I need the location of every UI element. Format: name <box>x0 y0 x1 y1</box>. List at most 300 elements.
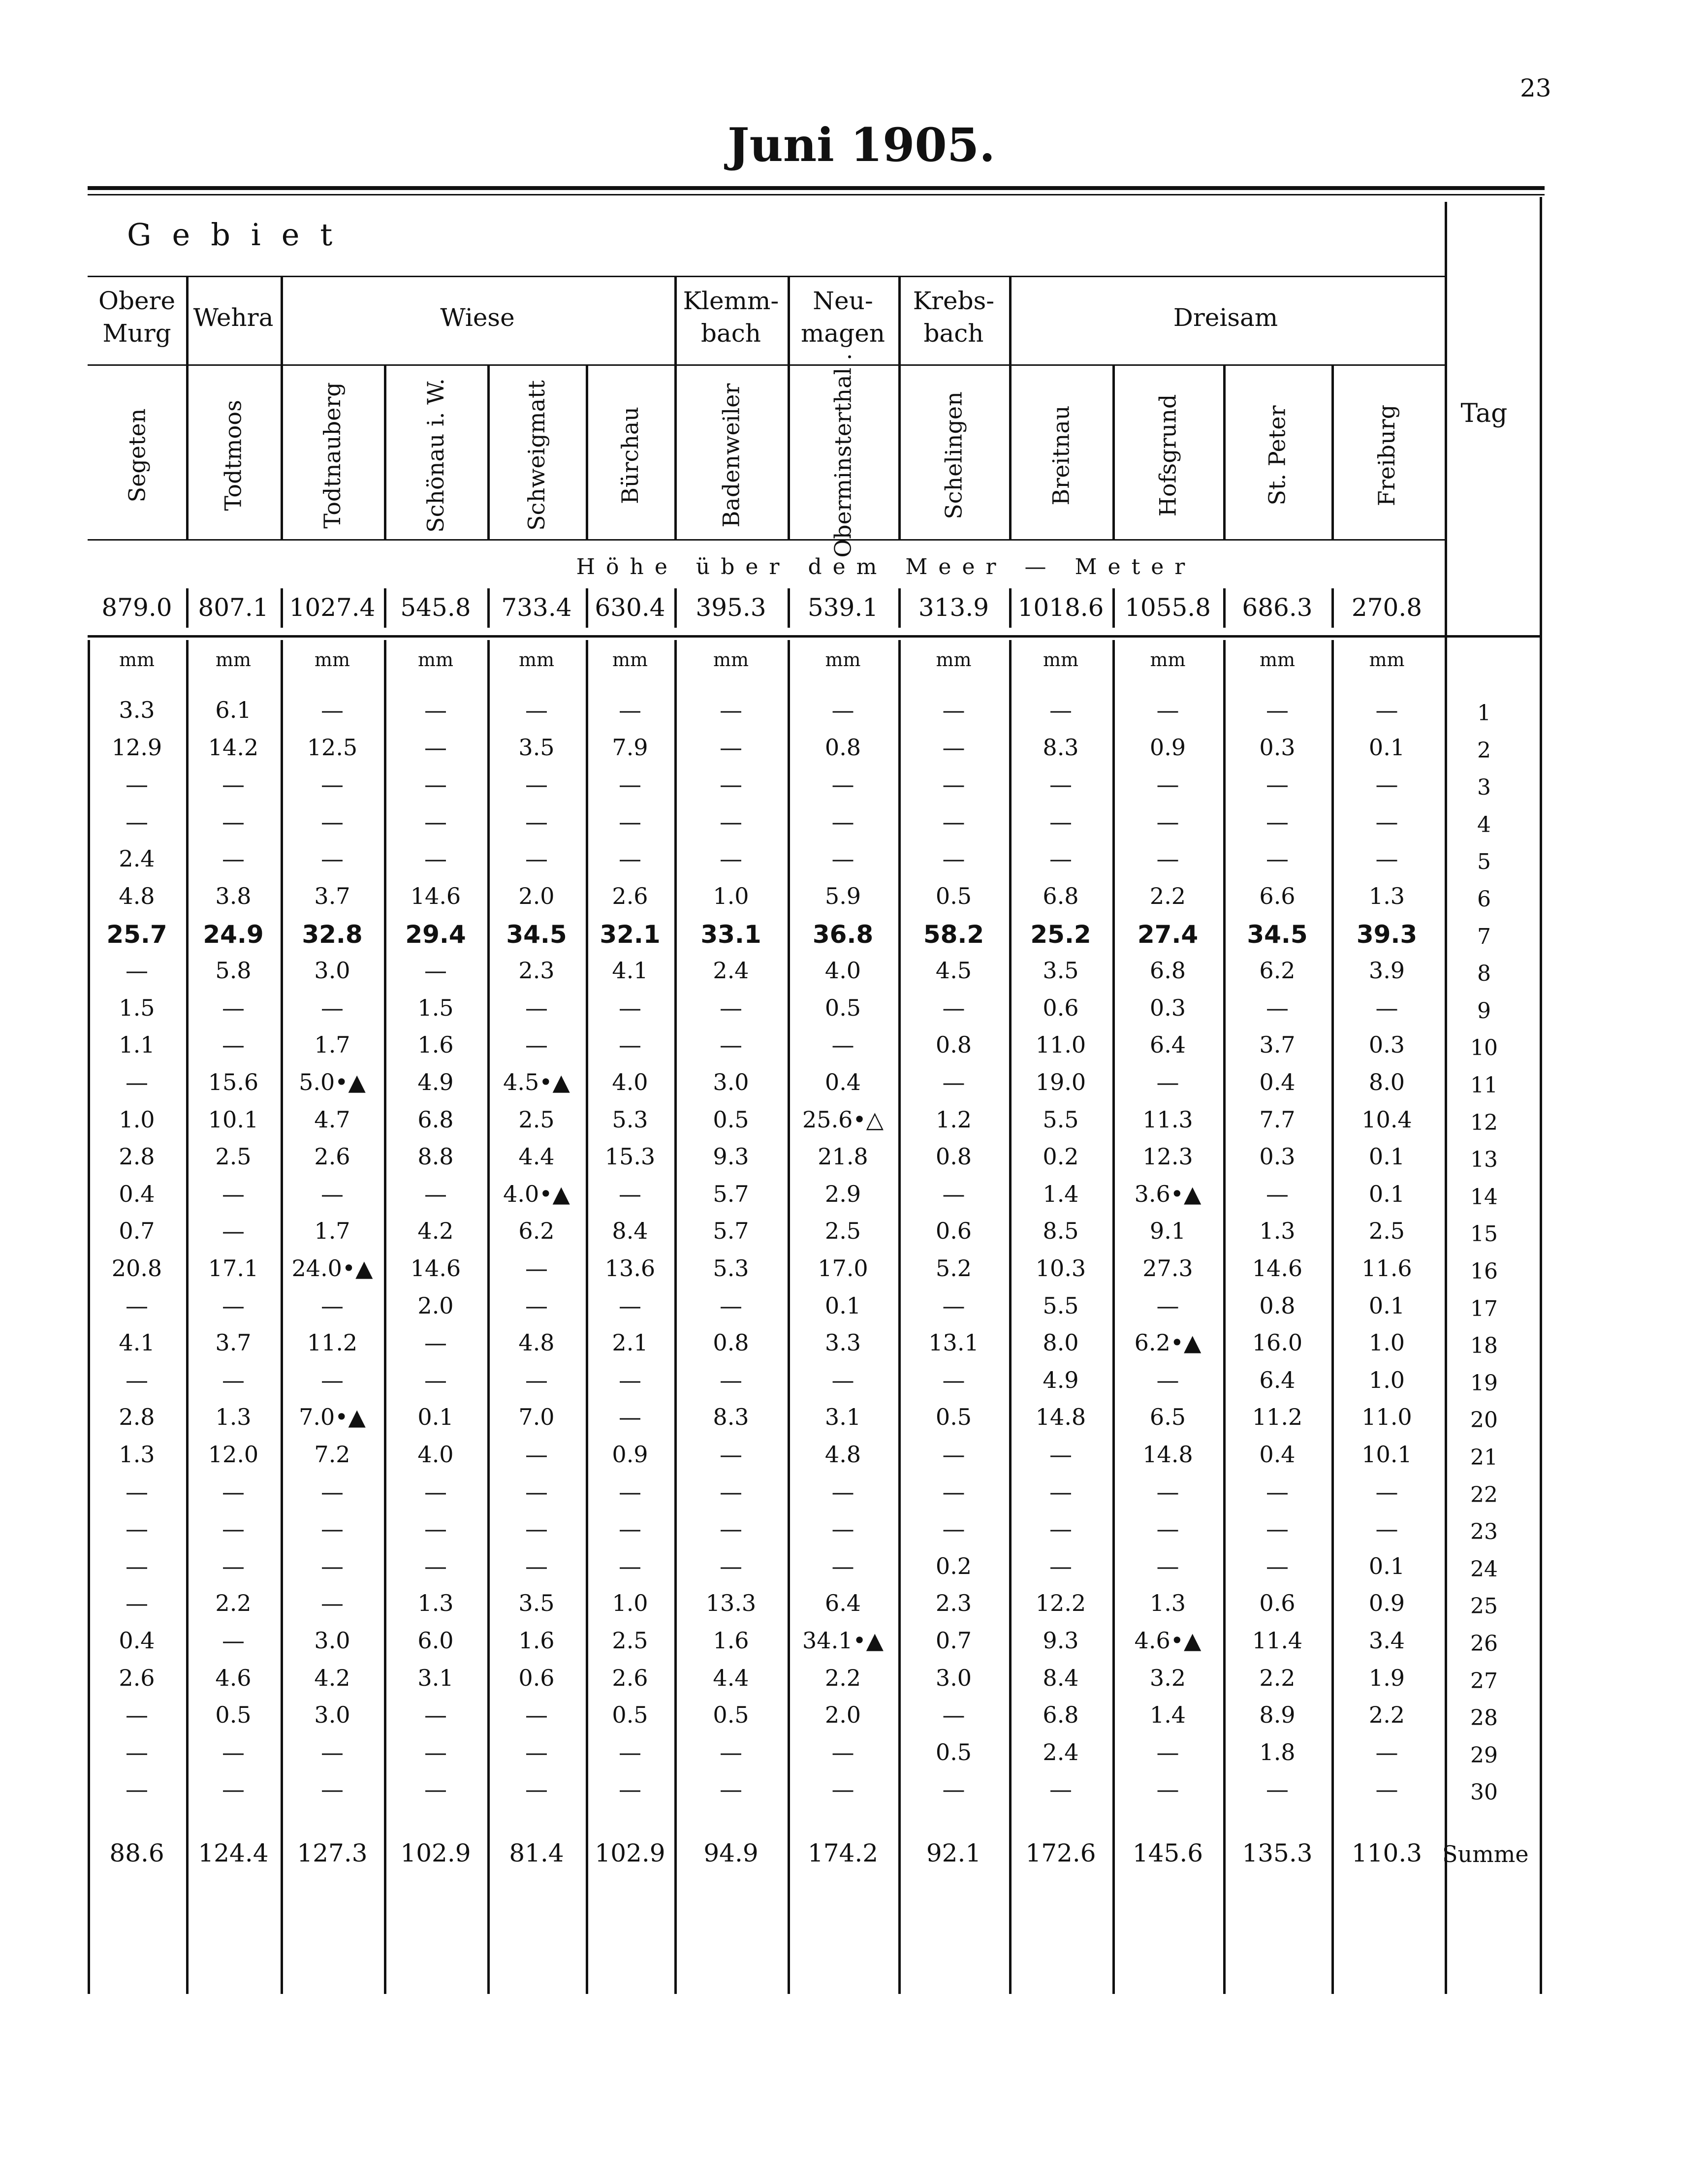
table-cell: 4.2 <box>314 1665 350 1691</box>
table-cell: 20.8 <box>111 1255 162 1282</box>
station-name: Breitnau <box>1047 405 1074 506</box>
table-cell: — <box>424 1776 447 1802</box>
table-cell: — <box>222 1292 245 1319</box>
day-number: 19 <box>1470 1371 1498 1396</box>
station-name: Oberminsterthal . <box>829 353 856 558</box>
table-cell: — <box>1375 995 1398 1021</box>
unit-label: mm <box>612 649 648 671</box>
table-cell: 2.2 <box>1368 1701 1405 1728</box>
table-cell: 17.0 <box>818 1255 868 1282</box>
table-cell: 36.8 <box>812 920 874 949</box>
table-cell: 17.1 <box>208 1255 259 1282</box>
table-cell: — <box>720 808 742 835</box>
table-cell: 13.6 <box>604 1255 656 1282</box>
table-cell: — <box>222 808 245 835</box>
table-cell: 2.2 <box>1259 1665 1296 1691</box>
table-cell: 3.7 <box>215 1329 252 1356</box>
group-divider-rule <box>788 276 790 364</box>
altitude-value: 545.8 <box>400 593 471 622</box>
table-cell: — <box>1049 1441 1072 1468</box>
table-cell: — <box>424 697 447 723</box>
unit-label: mm <box>417 649 454 671</box>
table-cell: 6.8 <box>1149 957 1186 984</box>
table-cell: 8.9 <box>1259 1701 1296 1728</box>
table-cell: 2.4 <box>713 957 749 984</box>
total-value: 124.4 <box>198 1839 269 1867</box>
group-label-line: bach <box>700 319 761 348</box>
table-cell: 2.3 <box>935 1590 972 1616</box>
table-cell: — <box>525 697 548 723</box>
table-cell: — <box>126 1367 148 1393</box>
station-divider-rule <box>1223 364 1226 539</box>
day-number: 18 <box>1470 1333 1498 1358</box>
day-number: 2 <box>1477 738 1491 763</box>
unit-label: mm <box>936 649 972 671</box>
table-cell: 32.8 <box>302 920 363 949</box>
table-cell: — <box>1156 1739 1179 1766</box>
table-cell: — <box>424 1701 447 1728</box>
table-cell: 34.5 <box>1247 920 1308 949</box>
table-cell: 6.6 <box>1259 883 1296 909</box>
table-cell: 4.0 <box>612 1069 648 1095</box>
table-cell: 0.9 <box>612 1441 648 1468</box>
table-cell: 0.3 <box>1259 1143 1296 1170</box>
table-cell: 1.5 <box>119 995 155 1021</box>
table-cell: 1.0 <box>1368 1329 1405 1356</box>
table-cell: 27.4 <box>1137 920 1199 949</box>
table-cell: — <box>126 771 148 798</box>
table-cell: — <box>1156 771 1179 798</box>
table-cell: 0.1 <box>1368 1553 1405 1579</box>
table-cell: — <box>321 1776 344 1802</box>
table-cell: — <box>1266 771 1289 798</box>
table-cell: — <box>525 1776 548 1802</box>
table-cell: — <box>525 1441 548 1468</box>
table-cell: — <box>831 1478 854 1505</box>
table-cell: — <box>619 1404 641 1430</box>
table-cell: 3.7 <box>1259 1031 1296 1058</box>
table-cell: 10.1 <box>208 1106 259 1133</box>
day-number: 9 <box>1477 998 1491 1024</box>
total-value: 88.6 <box>109 1839 164 1867</box>
day-number: 28 <box>1470 1705 1498 1731</box>
table-cell: 0.5 <box>612 1701 648 1728</box>
table-cell: 1.5 <box>417 995 454 1021</box>
table-cell: — <box>720 1441 742 1468</box>
table-cell: — <box>1156 1292 1179 1319</box>
table-cell: 5.9 <box>824 883 861 909</box>
table-cell: 2.0 <box>417 1292 454 1319</box>
table-cell: 2.2 <box>215 1590 252 1616</box>
station-header <box>1009 374 1112 537</box>
altitude-value: 313.9 <box>918 593 989 622</box>
day-number: 30 <box>1470 1780 1498 1805</box>
table-cell: — <box>1049 1478 1072 1505</box>
table-cell: 12.0 <box>208 1441 259 1468</box>
group-label-line: Neu- <box>813 287 873 315</box>
altitude-value: 270.8 <box>1351 593 1423 622</box>
group-label-line: magen <box>800 319 886 348</box>
table-cell: 8.0 <box>1043 1329 1079 1356</box>
unit-label: mm <box>1369 649 1405 671</box>
table-cell: 1.7 <box>314 1218 350 1244</box>
table-cell: 2.5 <box>518 1106 555 1133</box>
table-cell: 2.6 <box>612 1665 648 1691</box>
table-cell: — <box>1375 808 1398 835</box>
table-cell: — <box>942 1776 965 1802</box>
table-cell: — <box>424 1367 447 1393</box>
table-cell: — <box>619 995 641 1021</box>
group-header <box>1009 301 1442 334</box>
table-cell: 3.0 <box>314 1627 350 1654</box>
table-cell: 2.8 <box>119 1143 155 1170</box>
group-label-line: Wiese <box>440 303 515 332</box>
day-number: 24 <box>1470 1557 1498 1582</box>
table-cell: 1.7 <box>314 1031 350 1058</box>
table-cell: — <box>831 845 854 872</box>
page-title: Juni 1905. <box>727 118 995 172</box>
table-cell: — <box>942 1181 965 1207</box>
table-cell: 5.7 <box>713 1181 749 1207</box>
table-cell: — <box>525 1553 548 1579</box>
table-cell: 0.7 <box>119 1218 155 1244</box>
table-cell: — <box>720 1031 742 1058</box>
table-cell: 3.0 <box>935 1665 972 1691</box>
table-cell: — <box>222 1553 245 1579</box>
total-value: 94.9 <box>703 1839 759 1867</box>
table-cell: 1.3 <box>417 1590 454 1616</box>
table-cell: 27.3 <box>1142 1255 1193 1282</box>
total-value: 145.6 <box>1132 1839 1203 1867</box>
table-cell: — <box>424 1739 447 1766</box>
unit-label: mm <box>518 649 555 671</box>
table-cell: 6.0 <box>417 1627 454 1654</box>
day-number: 8 <box>1477 961 1491 986</box>
table-cell: — <box>1156 1069 1179 1095</box>
group-label-line: Murg <box>102 319 171 348</box>
table-cell: — <box>321 1292 344 1319</box>
table-cell: — <box>1375 1515 1398 1542</box>
group-header <box>88 285 186 350</box>
total-value: 172.6 <box>1025 1839 1096 1867</box>
table-cell: 0.3 <box>1149 995 1186 1021</box>
table-cell: — <box>1156 1367 1179 1393</box>
table-cell: 1.6 <box>518 1627 555 1654</box>
table-cell: 3.5 <box>518 1590 555 1616</box>
table-cell: 1.3 <box>1259 1218 1296 1244</box>
station-name: Schelingen <box>940 391 967 519</box>
table-cell: 10.1 <box>1361 1441 1412 1468</box>
table-cell: — <box>424 808 447 835</box>
altitude-value: 1027.4 <box>289 593 376 622</box>
day-number: 3 <box>1477 775 1491 800</box>
table-cell: — <box>619 1739 641 1766</box>
table-cell: 39.3 <box>1356 920 1418 949</box>
group-header <box>788 285 898 350</box>
table-cell: 5.8 <box>215 957 252 984</box>
table-cell: — <box>1266 808 1289 835</box>
table-cell: — <box>424 1553 447 1579</box>
table-cell: — <box>720 1367 742 1393</box>
table-cell: — <box>1375 845 1398 872</box>
day-number: 11 <box>1470 1073 1498 1098</box>
station-divider-rule <box>586 364 588 539</box>
table-cell: 6.1 <box>215 697 252 723</box>
altitude-divider-rule <box>487 588 490 628</box>
table-cell: — <box>222 1478 245 1505</box>
table-cell: 0.1 <box>1368 734 1405 761</box>
table-cell: — <box>1049 697 1072 723</box>
table-cell: 2.8 <box>119 1404 155 1430</box>
table-cell: 0.5 <box>713 1106 749 1133</box>
group-header <box>186 301 281 334</box>
table-cell: — <box>942 1292 965 1319</box>
table-cell: 11.0 <box>1035 1031 1086 1058</box>
table-cell: — <box>126 1515 148 1542</box>
table-cell: 3.5 <box>1043 957 1079 984</box>
table-cell: 9.3 <box>1043 1627 1079 1654</box>
table-cell: 2.0 <box>824 1701 861 1728</box>
altitude-divider-rule <box>1223 588 1226 628</box>
table-cell: 3.8 <box>215 883 252 909</box>
table-cell: — <box>942 845 965 872</box>
day-number: 26 <box>1470 1631 1498 1656</box>
table-cell: — <box>1266 697 1289 723</box>
table-cell: 10.4 <box>1361 1106 1412 1133</box>
table-cell: 2.5 <box>1368 1218 1405 1244</box>
table-cell: — <box>222 1515 245 1542</box>
table-cell: — <box>222 1367 245 1393</box>
day-number: 10 <box>1470 1035 1498 1060</box>
table-cell: — <box>1375 1739 1398 1766</box>
station-name: Todtnauberg <box>319 382 346 529</box>
table-cell: — <box>942 734 965 761</box>
table-cell: 14.6 <box>410 1255 461 1282</box>
table-cell: — <box>126 1478 148 1505</box>
summe-label: Summe <box>1442 1841 1529 1867</box>
table-cell: 3.4 <box>1368 1627 1405 1654</box>
table-cell: 5.0•▲ <box>299 1069 366 1095</box>
table-cell: 4.5•▲ <box>503 1069 570 1095</box>
table-cell: 11.4 <box>1252 1627 1303 1654</box>
table-cell: — <box>619 697 641 723</box>
top-rule-thick <box>88 186 1545 190</box>
altitude-value: 630.4 <box>595 593 665 622</box>
table-cell: 4.7 <box>314 1106 350 1133</box>
table-cell: 4.0 <box>417 1441 454 1468</box>
table-cell: 8.3 <box>1043 734 1079 761</box>
group-header <box>674 285 788 350</box>
station-name: Schönau i. W. <box>422 378 449 533</box>
table-cell: 8.4 <box>1043 1665 1079 1691</box>
table-cell: — <box>525 1255 548 1282</box>
table-cell: 6.2 <box>1259 957 1296 984</box>
unit-label: mm <box>825 649 861 671</box>
table-cell: 1.3 <box>1368 883 1405 909</box>
table-cell: 0.8 <box>935 1031 972 1058</box>
table-cell: — <box>321 1739 344 1766</box>
table-cell: 25.6•△ <box>802 1106 884 1133</box>
table-cell: 11.2 <box>307 1329 358 1356</box>
table-cell: 14.6 <box>1252 1255 1303 1282</box>
table-cell: — <box>942 1069 965 1095</box>
table-cell: — <box>619 808 641 835</box>
table-cell: 4.1 <box>612 957 648 984</box>
station-name: Todtmoos <box>220 400 247 511</box>
table-cell: — <box>831 1739 854 1766</box>
table-cell: — <box>321 808 344 835</box>
group-divider-rule <box>281 276 283 364</box>
table-cell: — <box>1049 1776 1072 1802</box>
table-cell: 8.0 <box>1368 1069 1405 1095</box>
table-cell: 3.3 <box>119 697 155 723</box>
table-cell: 0.4 <box>824 1069 861 1095</box>
table-cell: 4.9 <box>1043 1367 1079 1393</box>
day-number: 14 <box>1470 1185 1498 1210</box>
tag-header: Tag <box>1460 399 1508 428</box>
table-cell: 19.0 <box>1035 1069 1086 1095</box>
table-cell: — <box>1266 1553 1289 1579</box>
table-cell: — <box>1375 1776 1398 1802</box>
table-cell: — <box>619 1181 641 1207</box>
table-cell: 5.3 <box>713 1255 749 1282</box>
table-cell: 6.8 <box>417 1106 454 1133</box>
table-cell: — <box>831 1515 854 1542</box>
table-cell: — <box>942 1515 965 1542</box>
table-cell: 0.8 <box>1259 1292 1296 1319</box>
table-cell: — <box>831 771 854 798</box>
table-cell: 2.0 <box>518 883 555 909</box>
table-cell: 4.0•▲ <box>503 1181 570 1207</box>
table-cell: 33.1 <box>700 920 761 949</box>
table-cell: — <box>1156 845 1179 872</box>
station-name: Bürchau <box>617 407 644 504</box>
table-cell: 4.8 <box>824 1441 861 1468</box>
table-cell: 2.5 <box>824 1218 861 1244</box>
day-number: 13 <box>1470 1147 1498 1172</box>
table-cell: — <box>942 1441 965 1468</box>
table-cell: — <box>1156 808 1179 835</box>
group-top-rule <box>88 276 1445 277</box>
station-name: Segeten <box>124 408 150 503</box>
table-cell: 11.2 <box>1252 1404 1303 1430</box>
table-cell: 7.0•▲ <box>299 1404 366 1430</box>
table-cell: 6.4 <box>1259 1367 1296 1393</box>
table-cell: — <box>1049 1553 1072 1579</box>
table-cell: 1.2 <box>935 1106 972 1133</box>
table-cell: 4.9 <box>417 1069 454 1095</box>
altitude-divider-rule <box>186 588 189 628</box>
table-cell: — <box>720 1776 742 1802</box>
table-cell: 2.5 <box>612 1627 648 1654</box>
table-cell: 16.0 <box>1252 1329 1303 1356</box>
table-cell: 2.6 <box>119 1665 155 1691</box>
altitude-value: 539.1 <box>807 593 879 622</box>
table-cell: — <box>942 771 965 798</box>
total-value: 92.1 <box>926 1839 981 1867</box>
table-cell: — <box>942 1367 965 1393</box>
table-cell: 4.5 <box>935 957 972 984</box>
day-number: 22 <box>1470 1482 1498 1508</box>
table-cell: 24.0•▲ <box>291 1255 373 1282</box>
table-cell: 2.6 <box>314 1143 350 1170</box>
table-cell: — <box>720 697 742 723</box>
station-divider-rule <box>281 364 283 539</box>
table-cell: — <box>222 1031 245 1058</box>
total-value: 102.9 <box>595 1839 665 1867</box>
group-divider-rule <box>674 276 677 364</box>
table-cell: 6.2•▲ <box>1134 1329 1202 1356</box>
table-cell: 58.2 <box>923 920 984 949</box>
table-cell: 0.8 <box>713 1329 749 1356</box>
table-cell: — <box>942 1478 965 1505</box>
table-cell: 0.9 <box>1368 1590 1405 1616</box>
table-cell: — <box>525 771 548 798</box>
table-cell: 34.5 <box>506 920 567 949</box>
table-cell: 6.5 <box>1149 1404 1186 1430</box>
table-cell: — <box>424 1329 447 1356</box>
table-cell: 3.9 <box>1368 957 1405 984</box>
table-cell: 0.6 <box>518 1665 555 1691</box>
table-cell: 0.5 <box>935 883 972 909</box>
station-name: Schweigmatt <box>523 380 550 531</box>
table-cell: 0.5 <box>824 995 861 1021</box>
table-cell: — <box>619 1031 641 1058</box>
table-cell: 8.3 <box>713 1404 749 1430</box>
table-cell: 5.3 <box>612 1106 648 1133</box>
table-cell: 0.3 <box>1368 1031 1405 1058</box>
table-cell: — <box>619 1553 641 1579</box>
table-cell: — <box>525 1292 548 1319</box>
table-cell: 25.2 <box>1030 920 1091 949</box>
table-cell: — <box>720 845 742 872</box>
station-divider-rule <box>1009 364 1012 539</box>
table-cell: 2.4 <box>119 845 155 872</box>
table-cell: 4.4 <box>713 1665 749 1691</box>
table-cell: — <box>222 1181 245 1207</box>
unit-label: mm <box>1043 649 1079 671</box>
table-cell: — <box>525 808 548 835</box>
table-cell: 3.0 <box>713 1069 749 1095</box>
table-cell: — <box>831 1776 854 1802</box>
table-cell: 21.8 <box>818 1143 868 1170</box>
unit-label: mm <box>713 649 749 671</box>
station-header <box>487 374 586 537</box>
table-cell: 8.8 <box>417 1143 454 1170</box>
table-cell: 1.4 <box>1043 1181 1079 1207</box>
table-cell: — <box>831 1367 854 1393</box>
altitude-divider-rule <box>281 588 283 628</box>
altitude-value: 686.3 <box>1242 593 1313 622</box>
table-cell: 0.5 <box>215 1701 252 1728</box>
table-cell: — <box>424 957 447 984</box>
table-cell: 15.3 <box>604 1143 656 1170</box>
table-cell: 2.3 <box>518 957 555 984</box>
table-cell: — <box>1049 1515 1072 1542</box>
table-cell: 1.1 <box>119 1031 155 1058</box>
table-cell: — <box>424 1181 447 1207</box>
day-number: 27 <box>1470 1669 1498 1694</box>
table-cell: — <box>222 1218 245 1244</box>
table-cell: 5.5 <box>1043 1292 1079 1319</box>
table-cell: 6.8 <box>1043 883 1079 909</box>
table-cell: — <box>321 1181 344 1207</box>
table-cell: 1.9 <box>1368 1665 1405 1691</box>
station-divider-rule <box>384 364 386 539</box>
table-cell: 1.6 <box>417 1031 454 1058</box>
table-cell: 9.1 <box>1149 1218 1186 1244</box>
table-cell: — <box>126 808 148 835</box>
